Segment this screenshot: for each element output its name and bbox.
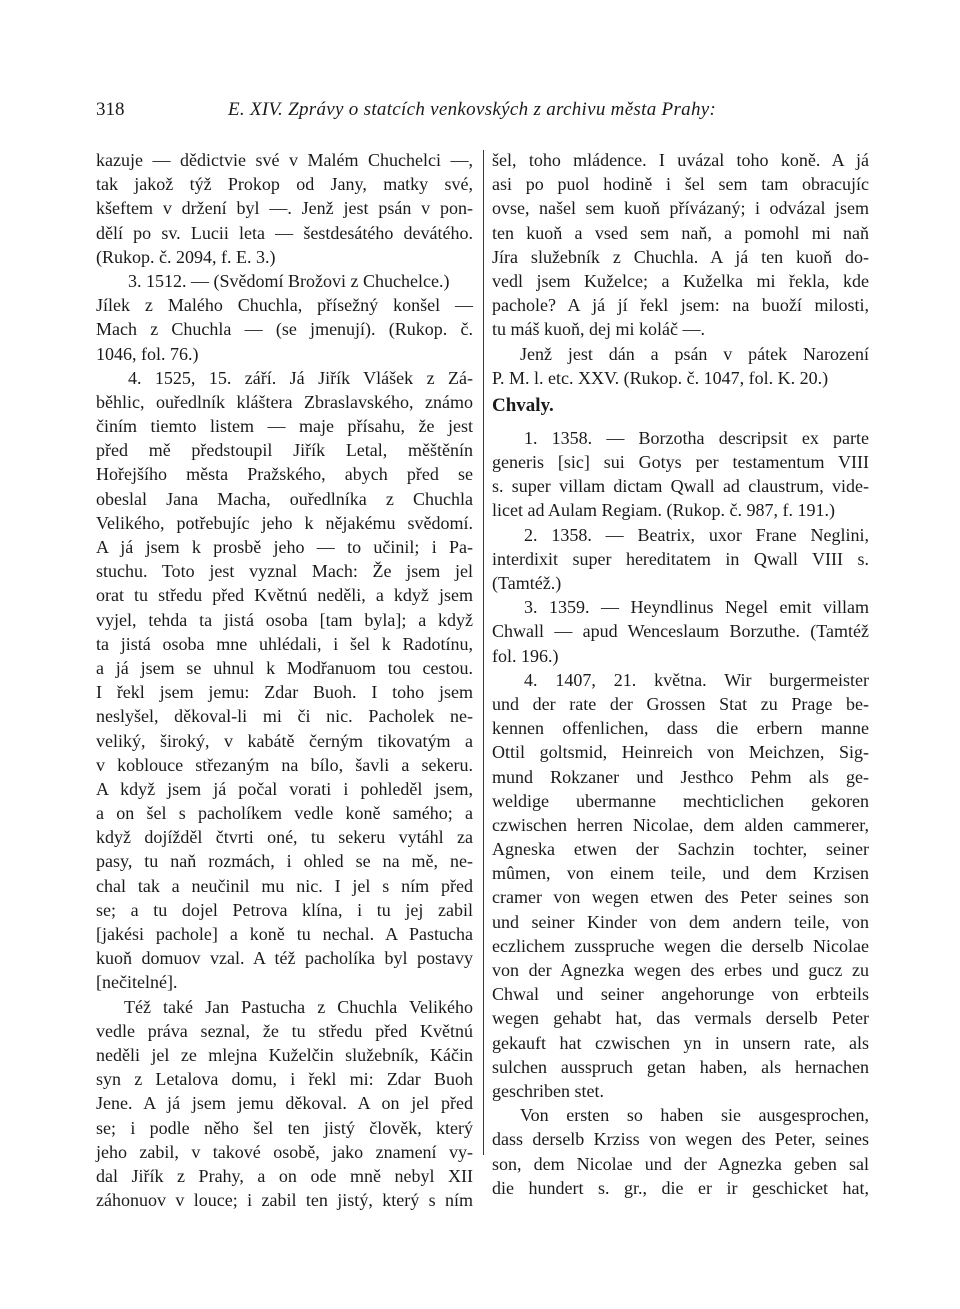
text-line: Jílek z Malého Chuchla, přísežný konšel —	[96, 295, 473, 316]
text-line: vyjel, tehda ta jistá osoba [tam byla]; a když	[96, 609, 473, 630]
text-line: Chwal und seiner angehorunge von erbteils	[492, 984, 869, 1005]
text-line: v koblouce střezaným na bílo, šavli a sekeru.	[96, 754, 473, 775]
text-line: Mach z Chuchla — (se jmenují). (Rukop. č.	[96, 319, 473, 340]
text-line: die hundert s. gr., die er ir geschicket hat,	[492, 1177, 869, 1198]
left-column	[96, 148, 473, 1212]
text-line: dass derselb Krziss von wegen des Peter, seines	[492, 1129, 869, 1150]
text-line: se; a tu dojel Petrova klína, i tu jej zabil	[96, 899, 473, 920]
text-line: jeho zabil, v takové osobě, jako znamení vy-	[96, 1141, 473, 1162]
page-number: 318	[96, 99, 125, 120]
text-line: 1. 1358. — Borzotha descripsit ex parte	[524, 427, 869, 448]
right-column-top	[492, 148, 869, 390]
text-line: A když jsem já počal vorati i pohleděl jsem,	[96, 778, 473, 799]
text-line: pachole? A já jí řekl jsem: na buoží milosti,	[492, 295, 869, 316]
text-line: dal Jiřík z Prahy, a on ode mně nebyl XII	[96, 1165, 473, 1186]
text-line: P. M. l. etc. XXV. (Rukop. č. 1047, fol. K. 20.)	[492, 367, 829, 388]
text-line: se; i podle něho šel ten jistý člověk, který	[96, 1117, 473, 1138]
text-line: tu máš kuoň, dej mi koláč —.	[492, 319, 705, 340]
text-line: mûmen, von einem teile, und dem Krzisen	[492, 863, 869, 884]
text-line: (Tamtéž.)	[492, 573, 562, 593]
text-line: 1046, fol. 76.)	[96, 343, 199, 364]
text-line: tak jakož týž Prokop od Jany, matky své,	[96, 174, 473, 195]
text-line: weldige ubermanne mechticlichen gekoren	[492, 790, 869, 811]
text-line: ten kuoň a vsed sem naň, a pomohl mi naň	[492, 222, 869, 243]
column-divider	[483, 150, 484, 1155]
text-line: ovse, našel sem kuoň přívázaný; i odvázal jsem	[492, 198, 869, 219]
text-line: s. super villam dictam Qwall ad claustrum, vide-	[492, 476, 869, 497]
text-line: neslyšel, děkoval-li mi či nic. Pacholek ne-	[96, 706, 473, 727]
text-line: stuchu. Toto jest vyznal Mach: Že jsem jel	[96, 561, 473, 582]
text-line: syn z Letalova domu, i řekl mi: Zdar Buoh	[96, 1069, 473, 1090]
text-line: když dojížděl čtvrti oné, tu sekeru vytáhl za	[96, 827, 473, 848]
text-line: 4. 1525, 15. září. Já Jiřík Vlášek z Zá-	[128, 367, 473, 388]
text-line: 3. 1359. — Heyndlinus Negel emit villam	[524, 597, 869, 618]
text-line: a on šel s pacholíkem vedle koně samého; a	[96, 803, 473, 824]
text-line: veliký, široký, v kabátě černým tikovatým a	[96, 730, 473, 751]
text-line: son, dem Nicolae und der Agnezka geben sal	[492, 1153, 869, 1174]
text-line: (Rukop. č. 2094, f. E. 3.)	[96, 246, 276, 267]
text-line: Jíra služebník z Chuchla. A já ten kuoň do-	[492, 246, 869, 267]
text-line: záhonuov v louce; i zabil ten jistý, který s ním	[96, 1190, 473, 1211]
text-line: Jenž jest dán a psán v pátek Narození	[520, 343, 869, 364]
text-line: A já jsem k prosbě jeho — to učinil; i Pa-	[96, 537, 473, 557]
text-line: licet ad Aulam Regiam. (Rukop. č. 987, f. 191.)	[492, 500, 835, 521]
text-line: a já jsem se uhnul k Modřanuom tou cestou.	[96, 657, 473, 678]
right-column-bottom	[492, 426, 869, 1200]
running-title: E. XIV. Zprávy o statcích venkovských z archivu města Prahy:	[228, 99, 717, 120]
text-line: Ottil goltsmid, Heinreich von Meichzen, Sig-	[492, 742, 869, 763]
text-line: vedl jsem Kuželce; a Kuželka mi řekla, kde	[492, 270, 869, 291]
section-heading: Chvaly.	[492, 394, 554, 416]
text-line: pasy, tu naň rozmách, i ohled se na mě, ne-	[96, 851, 473, 872]
text-line: neděli jel ze mlejna Kuželčin služebník, Káčin	[96, 1044, 473, 1065]
text-line: šel, toho mládence. I uvázal toho koně. A já	[492, 150, 869, 170]
text-line: orat tu středu před Květnú neděli, a když jsem	[96, 585, 473, 606]
text-line: Velikého, potřebujíc jeho k nějakému svědomí.	[96, 512, 473, 533]
text-line: [nečitelné].	[96, 972, 178, 993]
text-line: 4. 1407, 21. května. Wir burgermeister	[524, 669, 869, 690]
text-line: geschriben stet.	[492, 1080, 604, 1101]
text-line: und der rate der Grossen Stat zu Prage be-	[492, 693, 869, 714]
text-line: dělí po sv. Lucii leta — šestdesátého devátého.	[96, 222, 473, 243]
text-line: cramer von wegen etwen des Peter seines son	[492, 887, 869, 908]
text-line: und seiner Kinder von dem andern teile, von	[492, 911, 869, 932]
text-line: generis [sic] sui Gotys per testamentum VIII	[492, 452, 869, 473]
text-line: Hořejšího města Pražského, abych před se	[96, 464, 473, 485]
text-line: gekauft hat czwischen yn in unsern rate, als	[492, 1032, 869, 1053]
text-line: 2. 1358. — Beatrix, uxor Frane Neglini,	[524, 524, 869, 545]
text-line: Chwall — apud Wenceslaum Borzuthe. (Tamtéž	[492, 621, 869, 642]
text-line: chal tak a neučinil mu nic. I jel s ním před	[96, 875, 473, 896]
text-line: vedle práva seznal, že tu středu před Květnú	[96, 1020, 473, 1041]
text-line: před mě předstoupil Jiřík Letal, měštěnín	[96, 440, 473, 461]
text-line: czwischen herren Nicolae, dem alden cammerer,	[492, 814, 869, 835]
text-line: asi po puol hodině i šel sem tam obracujíc	[492, 174, 869, 195]
text-line: I řekl jsem jemu: Zdar Buoh. I toho jsem	[96, 682, 473, 703]
right-column	[492, 148, 869, 1200]
text-line: Též také Jan Pastucha z Chuchla Velikého	[124, 996, 473, 1017]
text-line: eczlichem zusspruche wegen die derselb Nicolae	[492, 935, 869, 956]
text-line: interdixit super hereditatem in Qwall VIII s.	[492, 548, 869, 569]
page-header	[96, 99, 866, 129]
text-line: fol. 196.)	[492, 645, 559, 666]
text-line: kuoň domuov vzal. A též pacholíka byl postavy	[96, 948, 473, 969]
text-line: kennen offenlichen, dass die erbern manne	[492, 718, 869, 739]
text-line: 3. 1512. — (Svědomí Brožovi z Chuchelce.)	[128, 270, 450, 291]
text-line: Von ersten so haben sie ausgesprochen,	[520, 1105, 869, 1126]
text-line: von der Agnezka wegen des erbes und gucz zu	[492, 960, 869, 980]
text-line: mund Rokzaner und Jesthco Pehm als ge-	[492, 766, 869, 787]
text-line: Jene. A já jsem jemu děkoval. A on jel před	[96, 1093, 473, 1114]
text-line: obeslal Jana Macha, ouředlníka z Chuchla	[96, 488, 473, 509]
text-line: [jakési pachole] a koně tu nechal. A Pastucha	[96, 924, 473, 944]
text-line: sulchen ausspruch getan haben, als hernachen	[492, 1056, 869, 1077]
text-line: běhlic, ouředlník kláštera Zbraslavského, známo	[96, 391, 473, 412]
text-line: wegen gehabt hat, das vermals derselb Peter	[492, 1008, 869, 1029]
text-line: Agneska etwen der Sachzin tochter, seiner	[492, 839, 869, 860]
text-line: kazuje — dědictvie své v Malém Chuchelci —,	[96, 150, 473, 170]
text-line: ta jistá osoba mne uhlédali, i šel k Radotínu,	[96, 633, 473, 654]
text-line: činím tiemto listem — maje přísahu, že jest	[96, 416, 473, 437]
text-line: kšeftem v držení byl —. Jenž jest psán v pon-	[96, 198, 473, 219]
